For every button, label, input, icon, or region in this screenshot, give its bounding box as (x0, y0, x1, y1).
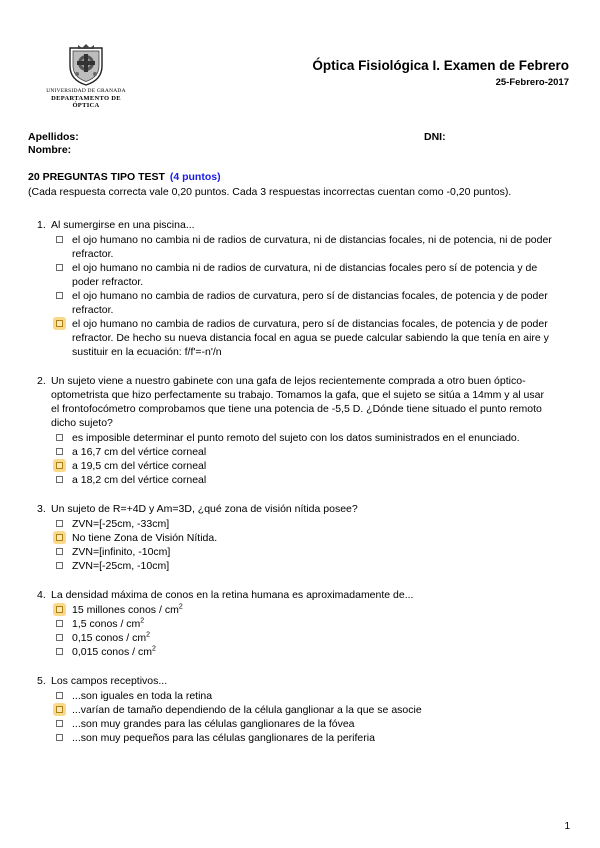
answer-text: a 18,2 cm del vértice corneal (72, 474, 207, 486)
unit-base: cm (164, 604, 179, 616)
answer-text: ...son muy grandes para las células ganglionares de la fóvea (72, 718, 355, 730)
answer-text: es imposible determinar el punto remoto del sujeto con los datos suministrados en el enunciado. (72, 432, 520, 444)
answer-checkbox[interactable] (56, 292, 63, 299)
answer-text-line (72, 517, 552, 531)
answer-option (55, 545, 552, 559)
answer-checkbox[interactable] (56, 692, 63, 699)
answer-checkbox[interactable] (56, 734, 63, 741)
question-text-row (37, 674, 552, 688)
answer-text-line (72, 459, 552, 473)
answer-checkbox[interactable] (56, 448, 63, 455)
answer-text-line (72, 631, 552, 645)
answer-option (55, 431, 552, 445)
answer-text-line (72, 431, 552, 445)
answer-text-line (72, 445, 552, 459)
answer-text: el ojo humano no cambia de radios de curvatura, pero sí de distancias focales, de potencia y de poder refractor. (72, 290, 548, 316)
answer-checkbox[interactable] (56, 720, 63, 727)
answer-text-line (72, 559, 552, 573)
answer-text-line (72, 703, 552, 717)
question-list (37, 218, 552, 760)
question-2 (37, 374, 552, 487)
answer-text: 0,15 conos / (72, 632, 133, 644)
answer-text-line (72, 531, 552, 545)
answer-options (55, 689, 552, 745)
name-label: Nombre: (28, 144, 72, 156)
answer-checkbox[interactable] (56, 236, 63, 243)
answer-text: ...varían de tamaño dependiendo de la célula ganglionar a la que se asocie (72, 704, 422, 716)
question-number: 2. (37, 375, 46, 387)
surname-label: Apellidos: (28, 131, 79, 143)
answer-option (55, 233, 552, 261)
answer-option (55, 261, 552, 289)
answer-text: ZVN=[-25cm, -33cm] (72, 518, 170, 530)
answer-text: 0,015 conos / (72, 646, 138, 658)
exam-title: Óptica Fisiológica I. Examen de Febrero (312, 58, 569, 73)
answer-option (55, 603, 552, 617)
section-title: 20 PREGUNTAS TIPO TEST (28, 171, 165, 183)
answer-option (55, 517, 552, 531)
answer-checkbox[interactable] (56, 520, 63, 527)
answer-text: el ojo humano no cambia de radios de curvatura, pero sí de distancias focales, de potencia y de poder refractor. De hecho su nueva distancia focal en agua se puede calcular sabiendo la que tenía en aire y sustituir en la ecuación: f/f'=-n'/n (72, 318, 549, 358)
answer-checkbox[interactable] (56, 476, 63, 483)
answer-option (55, 559, 552, 573)
answer-text-line (72, 617, 552, 631)
answer-option (55, 645, 552, 659)
answer-option (55, 617, 552, 631)
question-text: Al sumergirse en una piscina... (51, 219, 195, 231)
unit-exponent: 2 (146, 631, 151, 639)
answer-checkbox-marked[interactable] (56, 706, 63, 713)
question-text-row (37, 218, 552, 232)
answer-text-line (72, 317, 552, 359)
answer-option (55, 289, 552, 317)
answer-text-line (72, 473, 552, 487)
answer-text-line (72, 261, 552, 289)
question-text-row (37, 374, 552, 430)
section-instructions: (Cada respuesta correcta vale 0,20 puntos. Cada 3 respuestas incorrectas cuentan como -0,20 puntos). (28, 186, 512, 198)
answer-text-line (72, 717, 552, 731)
question-1 (37, 218, 552, 359)
answer-options (55, 233, 552, 359)
answer-option (55, 317, 552, 359)
section-title-line (28, 170, 578, 185)
page-number: 1 (564, 821, 570, 832)
question-3 (37, 502, 552, 573)
answer-option (55, 459, 552, 473)
university-logo (38, 44, 134, 109)
answer-text: el ojo humano no cambia ni de radios de curvatura, ni de distancias focales pero sí de potencia y de poder refractor. (72, 262, 538, 288)
university-seal-icon (67, 44, 105, 86)
unit-exponent: 2 (151, 645, 156, 653)
answer-checkbox-marked[interactable] (56, 462, 63, 469)
question-number: 1. (37, 219, 46, 231)
unit-exponent: 2 (140, 617, 145, 625)
answer-text: No tiene Zona de Visión Nítida. (72, 532, 218, 544)
section-points: (4 puntos) (169, 171, 221, 183)
answer-options (55, 431, 552, 487)
answer-option (55, 717, 552, 731)
answer-checkbox-marked[interactable] (56, 606, 63, 613)
answer-option (55, 731, 552, 745)
answer-text-line (72, 289, 552, 317)
answer-text: el ojo humano no cambia ni de radios de curvatura, ni de distancias focales, ni de potencia, ni de poder refractor. (72, 234, 552, 260)
answer-text-line (72, 545, 552, 559)
student-info (28, 131, 79, 157)
answer-option (55, 689, 552, 703)
unit-exponent: 2 (178, 603, 183, 611)
answer-text: 15 millones conos / (72, 604, 165, 616)
question-number: 5. (37, 675, 46, 687)
question-text: Un sujeto viene a nuestro gabinete con una gafa de lejos recientemente comprada a otro buen óptico-optometrista que hizo perfectamente su trabajo. Tomamos la gafa, que el sujeto se sitúa a 14mm y al usar el frontofocómetro comprobamos que tiene una potencia de -5,5 D. ¿Dónde tiene situado el punto remoto dicho sujeto? (51, 375, 544, 429)
question-text: Un sujeto de R=+4D y Am=3D, ¿qué zona de visión nítida posee? (51, 503, 358, 515)
answer-text-line (72, 731, 552, 745)
answer-text: a 19,5 cm del vértice corneal (72, 460, 207, 472)
section-header (28, 170, 578, 200)
question-text: La densidad máxima de conos en la retina humana es aproximadamente de... (51, 589, 414, 601)
question-4 (37, 588, 552, 659)
answer-checkbox[interactable] (56, 562, 63, 569)
unit-base: cm (132, 632, 147, 644)
department-name: DEPARTAMENTO DE ÓPTICA (51, 95, 121, 109)
answer-option (55, 473, 552, 487)
question-text-row (37, 502, 552, 516)
answer-text: ...son iguales en toda la retina (72, 690, 213, 702)
answer-text-line (72, 233, 552, 261)
answer-checkbox[interactable] (56, 648, 63, 655)
answer-checkbox[interactable] (56, 620, 63, 627)
university-name: UNIVERSIDAD DE GRANADA (46, 88, 126, 94)
answer-checkbox[interactable] (56, 548, 63, 555)
answer-checkbox[interactable] (56, 434, 63, 441)
question-text: Los campos receptivos... (51, 675, 168, 687)
answer-options (55, 517, 552, 573)
question-5 (37, 674, 552, 745)
answer-checkbox[interactable] (56, 264, 63, 271)
dni-label: DNI: (424, 131, 446, 143)
answer-option (55, 445, 552, 459)
answer-text: a 16,7 cm del vértice corneal (72, 446, 207, 458)
answer-text: ZVN=[-25cm, -10cm] (72, 560, 170, 572)
answer-option (55, 631, 552, 645)
answer-checkbox-marked[interactable] (56, 534, 63, 541)
answer-checkbox[interactable] (56, 634, 63, 641)
question-number: 3. (37, 503, 46, 515)
answer-text-line (72, 645, 552, 659)
answer-text: ...son muy pequeños para las células ganglionares de la periferia (72, 732, 375, 744)
answer-text: 1,5 conos / (72, 618, 127, 630)
exam-date: 25-Febrero-2017 (495, 77, 569, 88)
question-number: 4. (37, 589, 46, 601)
answer-option (55, 703, 552, 717)
question-text-row (37, 588, 552, 602)
answer-text: ZVN=[infinito, -10cm] (72, 546, 171, 558)
answer-options (55, 603, 552, 659)
unit-base: cm (126, 618, 141, 630)
unit-base: cm (137, 646, 152, 658)
answer-text-line (72, 689, 552, 703)
answer-text-line (72, 603, 552, 617)
answer-checkbox-marked[interactable] (56, 320, 63, 327)
answer-option (55, 531, 552, 545)
